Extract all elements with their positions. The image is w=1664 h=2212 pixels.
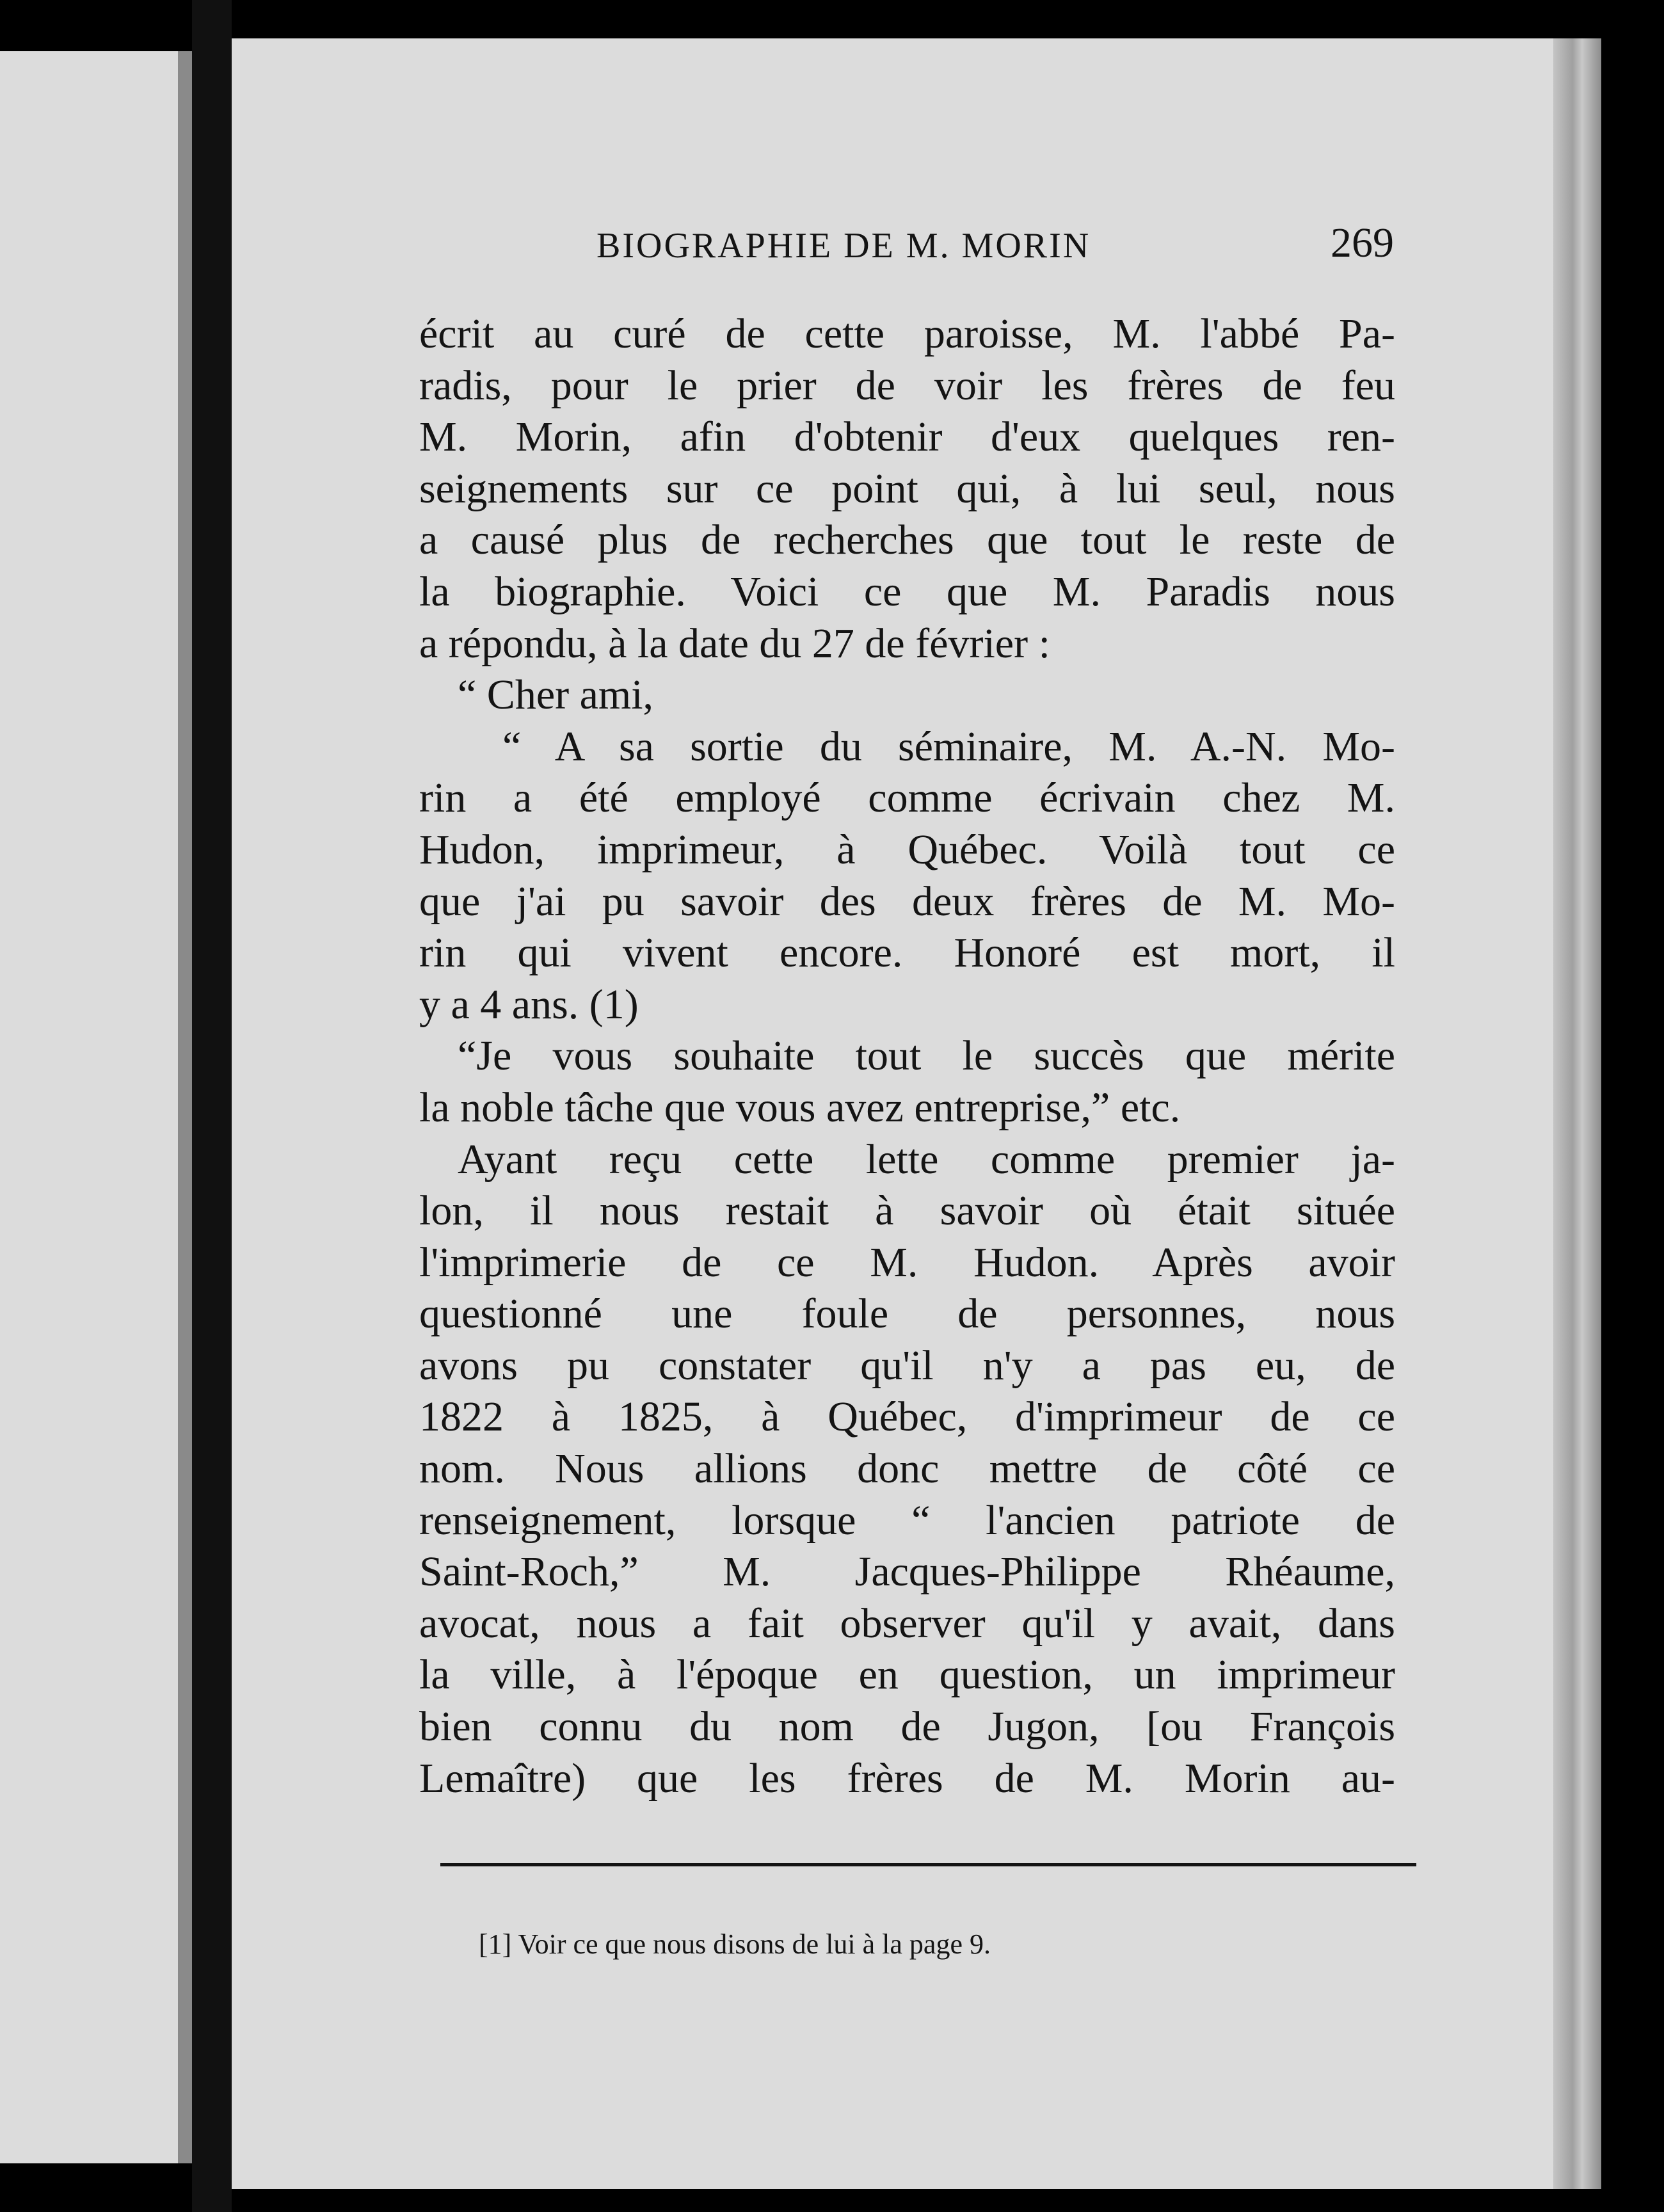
footnote-rule xyxy=(440,1863,1416,1866)
text-line: renseignement, lorsque “ l'ancien patriote de xyxy=(419,1496,1395,1544)
text-line: a répondu, à la date du 27 de février : xyxy=(419,620,1050,667)
text-line: avocat, nous a fait observer qu'il y avait, dans xyxy=(419,1599,1395,1647)
text-line: “ Cher ami, xyxy=(458,671,654,719)
left-page-shadow xyxy=(178,51,192,2163)
text-line: Ayant reçu cette lette comme premier ja- xyxy=(458,1135,1395,1183)
text-line: “ A sa sortie du séminaire, M. A.-N. Mo- xyxy=(502,723,1395,770)
running-header xyxy=(366,219,1394,276)
text-line: bien connu du nom de Jugon, [ou François xyxy=(419,1703,1395,1751)
text-line: la ville, à l'époque en question, un imprimeur xyxy=(419,1651,1395,1699)
text-line: Hudon, imprimeur, à Québec. Voilà tout ce xyxy=(419,826,1395,873)
text-line: l'imprimerie de ce M. Hudon. Après avoir xyxy=(419,1238,1395,1286)
text-line: Lemaître) que les frères de M. Morin au- xyxy=(419,1754,1395,1802)
text-line: Saint-Roch,” M. Jacques-Philippe Rhéaume, xyxy=(419,1548,1395,1596)
text-line: M. Morin, afin d'obtenir d'eux quelques ren- xyxy=(419,413,1395,461)
text-line: y a 4 ans. (1) xyxy=(419,981,639,1028)
footnote: [1] Voir ce que nous disons de lui à la page 9. xyxy=(479,1928,991,1960)
page-number: 269 xyxy=(1331,220,1394,266)
text-line: que j'ai pu savoir des deux frères de M. Mo- xyxy=(419,878,1395,925)
text-line: 1822 à 1825, à Québec, d'imprimeur de ce xyxy=(419,1393,1395,1441)
text-line: la noble tâche que vous avez entreprise,” etc. xyxy=(419,1084,1181,1131)
text-line: seignements sur ce point qui, à lui seul, nous xyxy=(419,465,1395,512)
body-text xyxy=(419,309,1395,1804)
text-line: “Je vous souhaite tout le succès que mérite xyxy=(458,1032,1395,1080)
text-line: écrit au curé de cette paroisse, M. l'abbé Pa- xyxy=(419,310,1395,357)
book-gutter xyxy=(192,0,232,2212)
text-line: rin qui vivent encore. Honoré est mort, il xyxy=(419,929,1395,977)
text-line: avons pu constater qu'il n'y a pas eu, de xyxy=(419,1342,1395,1389)
text-line: a causé plus de recherches que tout le reste de xyxy=(419,517,1395,564)
running-title: BIOGRAPHIE DE M. MORIN xyxy=(596,226,1091,266)
text-line: nom. Nous allions donc mettre de côté ce xyxy=(419,1445,1395,1493)
text-line: rin a été employé comme écrivain chez M. xyxy=(419,774,1395,822)
text-line: lon, il nous restait à savoir où était située xyxy=(419,1187,1395,1235)
page-stack-edge xyxy=(1553,38,1601,2189)
text-line: radis, pour le prier de voir les frères de feu xyxy=(419,362,1395,409)
text-line: la biographie. Voici ce que M. Paradis nous xyxy=(419,568,1395,615)
text-line: questionné une foule de personnes, nous xyxy=(419,1290,1395,1338)
left-page-edge xyxy=(0,51,192,2163)
